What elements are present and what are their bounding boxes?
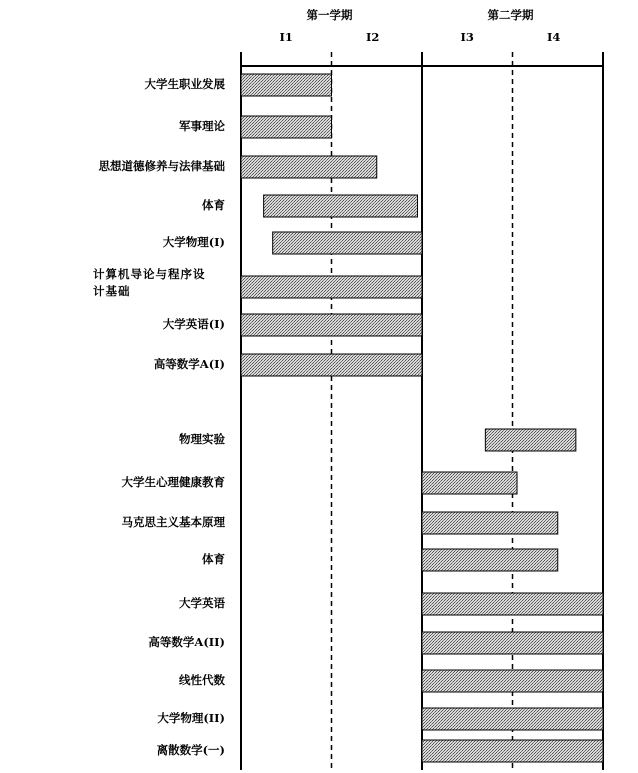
course-bar: [273, 232, 422, 254]
term-label: I3: [460, 30, 474, 44]
course-label: 高等数学A(II): [148, 635, 225, 649]
term-label: I2: [366, 30, 380, 44]
course-bar: [241, 116, 332, 138]
course-label: 大学英语(I): [162, 317, 225, 331]
course-label: 军事理论: [179, 119, 225, 133]
course-bar: [241, 74, 332, 96]
course-bar: [422, 549, 558, 571]
course-label: 大学英语: [179, 596, 225, 610]
course-bar: [241, 276, 422, 298]
course-bar: [422, 670, 603, 692]
course-label: 大学物理(I): [162, 235, 225, 249]
course-label: 计算机导论与程序设计基础: [93, 267, 206, 298]
semester-title: 第二学期: [487, 8, 534, 22]
term-label: I1: [279, 30, 293, 44]
course-label: 体育: [202, 552, 225, 566]
course-label: 大学物理(II): [157, 711, 225, 725]
course-bar: [422, 708, 603, 730]
course-bar: [422, 472, 517, 494]
course-bar: [422, 632, 603, 654]
course-label: 物理实验: [179, 432, 225, 446]
course-bar: [422, 740, 603, 762]
course-label: 高等数学A(I): [153, 357, 225, 371]
course-bar: [422, 593, 603, 615]
course-label: 线性代数: [179, 673, 225, 687]
course-bar: [422, 512, 558, 534]
course-bar: [264, 195, 418, 217]
course-label: 思想道德修养与法律基础: [98, 159, 225, 173]
semester-title: 第一学期: [306, 8, 353, 22]
term-label: I4: [547, 30, 561, 44]
course-bar: [241, 156, 377, 178]
course-label: 大学生职业发展: [144, 77, 225, 91]
course-label: 体育: [202, 198, 225, 212]
course-label: 大学生心理健康教育: [121, 475, 225, 489]
course-bar: [485, 429, 575, 451]
course-label: 马克思主义基本原理: [121, 515, 225, 529]
course-label: 离散数学(一): [156, 743, 225, 757]
course-bar: [241, 314, 422, 336]
course-bar: [241, 354, 422, 376]
